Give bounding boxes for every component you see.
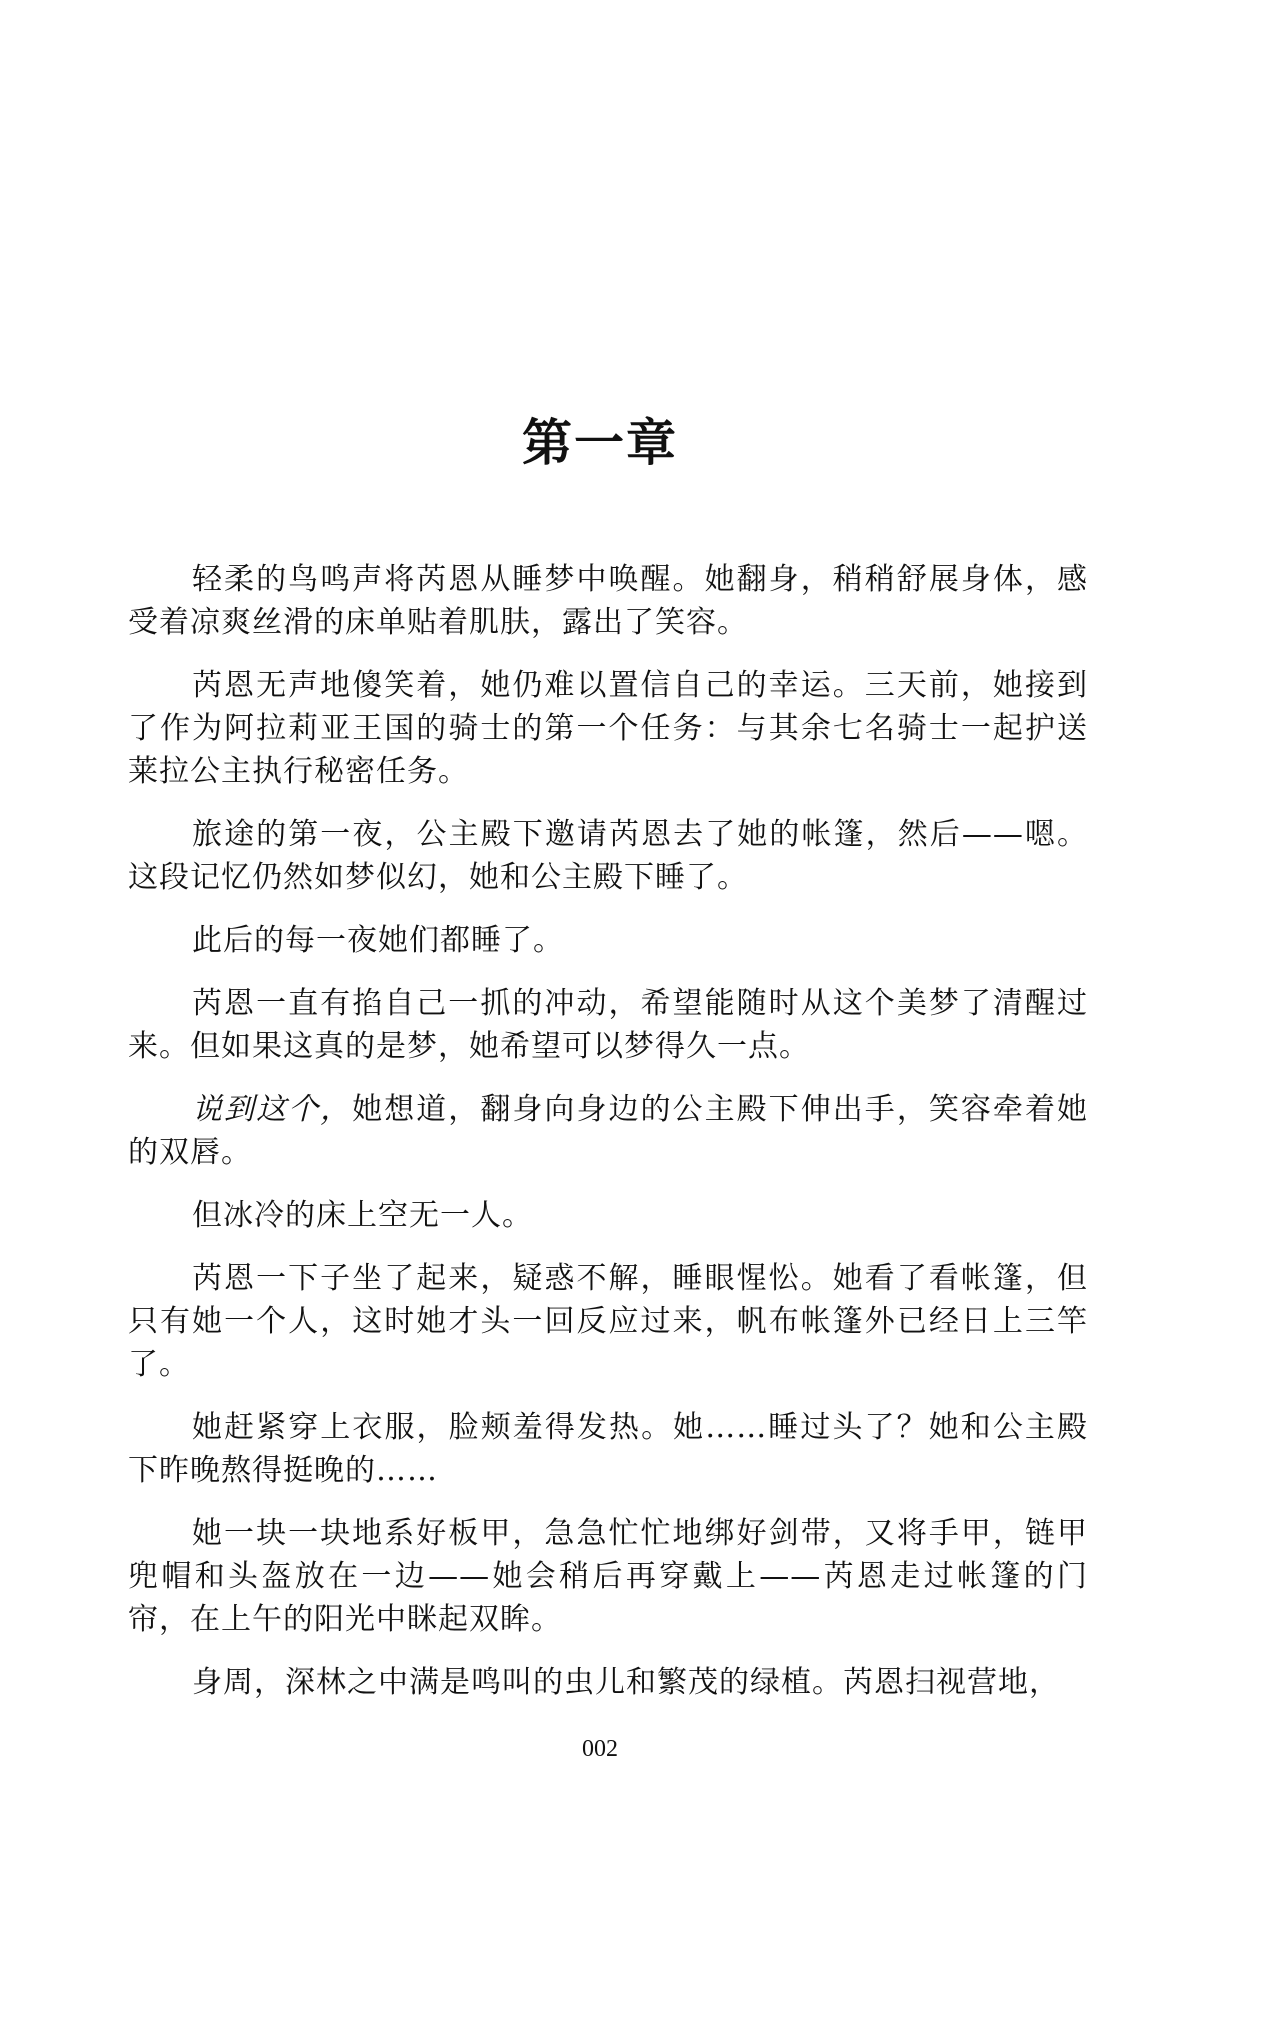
paragraph-8: 芮恩一下子坐了起来，疑惑不解，睡眼惺忪。她看了看帐篷，但只有她一个人，这时她才头一回反应过来，帆布帐篷外已经日上三竿了。 [128, 1261, 1088, 1382]
paragraph-4: 此后的每一夜她们都睡了。 [192, 923, 564, 958]
chapter-title: 第一章 [522, 413, 678, 472]
italic-phrase: 说到这个， [192, 1092, 353, 1127]
paragraph-5: 芮恩一直有掐自己一抓的冲动，希望能随时从这个美梦了清醒过来。但如果这真的是梦，她希望可以梦得久一点。 [128, 986, 1088, 1064]
paragraph-3: 旅途的第一夜，公主殿下邀请芮恩去了她的帐篷，然后——嗯。这段记忆仍然如梦似幻，她和公主殿下睡了。 [128, 817, 1088, 895]
paragraph-1: 轻柔的鸟鸣声将芮恩从睡梦中唤醒。她翻身，稍稍舒展身体，感受着凉爽丝滑的床单贴着肌肤，露出了笑容。 [128, 562, 1088, 640]
chapter-body [128, 558, 1088, 1724]
paragraph-11: 身周，深林之中满是鸣叫的虫儿和繁茂的绿植。芮恩扫视营地， [192, 1665, 1060, 1700]
page-number: 002 [582, 1736, 618, 1762]
paragraph-6 [128, 1088, 1088, 1174]
paragraph-10: 她一块一块地系好板甲，急急忙忙地绑好剑带，又将手甲，链甲兜帽和头盔放在一边——她会稍后再穿戴上——芮恩走过帐篷的门帘，在上午的阳光中眯起双眸。 [128, 1516, 1088, 1637]
paragraph-2: 芮恩无声地傻笑着，她仍难以置信自己的幸运。三天前，她接到了作为阿拉莉亚王国的骑士的第一个任务：与其余七名骑士一起护送莱拉公主执行秘密任务。 [128, 668, 1088, 789]
paragraph-6-text: 她想道，翻身向身边的公主殿下伸出手，笑容牵着她的双唇。 [128, 1092, 1089, 1170]
paragraph-7: 但冰冷的床上空无一人。 [192, 1198, 533, 1233]
paragraph-9: 她赶紧穿上衣服，脸颊羞得发热。她……睡过头了？她和公主殿下昨晚熬得挺晚的…… [128, 1410, 1088, 1488]
